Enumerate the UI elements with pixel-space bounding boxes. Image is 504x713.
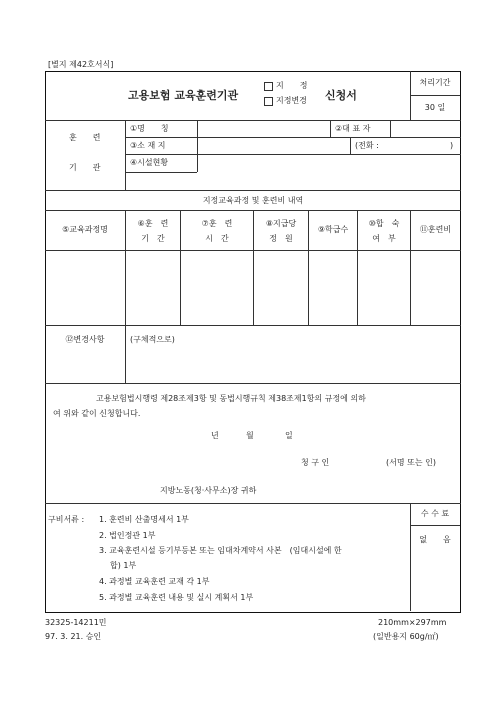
signature-label[interactable]: (서명 또는 인) <box>386 458 436 467</box>
date-month-label: 월 <box>246 431 254 440</box>
course-header-boarding: 여 부 <box>372 234 396 243</box>
divider <box>45 503 461 504</box>
designation-option-label: 지 정 <box>276 81 308 90</box>
course-name-cell[interactable] <box>46 251 125 325</box>
document-item: 2. 법인정관 1부 <box>99 531 156 540</box>
document-item: 3. 교육훈련시설 등기부등본 또는 임대차계약서 사본 (임대시설에 한 <box>99 546 342 555</box>
designation-checkbox[interactable] <box>264 82 273 91</box>
divider <box>350 137 351 154</box>
phone-label: (전화 : <box>355 141 379 150</box>
course-boarding-cell[interactable] <box>358 251 410 325</box>
date-year-label: 년 <box>211 431 219 440</box>
course-header-capacity: 정 원 <box>269 234 293 243</box>
course-hours-cell[interactable] <box>181 251 253 325</box>
designation-change-checkbox[interactable] <box>264 97 273 106</box>
document-item: 합) 1부 <box>110 561 137 570</box>
designation-change-option-label: 지정변경 <box>276 96 307 105</box>
course-header-boarding: ⑩합 숙 <box>368 219 400 228</box>
name-field[interactable] <box>198 121 329 136</box>
course-capacity-cell[interactable] <box>254 251 308 325</box>
course-classes-cell[interactable] <box>309 251 357 325</box>
approval-date: 97. 3. 21. 승인 <box>45 632 102 641</box>
facility-field[interactable] <box>198 155 459 189</box>
document-item: 1. 훈련비 산출명세서 1부 <box>99 515 189 524</box>
course-period-cell[interactable] <box>126 251 180 325</box>
course-header-name: ⑤교육과정명 <box>62 225 108 234</box>
institution-side-label: 훈 련 <box>69 133 101 142</box>
divider <box>410 525 460 526</box>
divider <box>125 172 197 173</box>
paper-weight: (일반용지 60g/㎡) <box>373 632 439 641</box>
divider <box>410 95 460 96</box>
title-text: 고용보험 교육훈련기관 <box>128 89 239 102</box>
divider <box>45 325 461 326</box>
representative-label: ②대 표 자 <box>335 124 371 133</box>
processing-period-value: 30 일 <box>424 103 446 112</box>
courses-section-title: 지정교육과정 및 훈련비 내역 <box>202 196 304 205</box>
statement-line-1: 고용보험법시행령 제28조제3항 및 동법시행규칙 제38조제1항의 규정에 의하 <box>96 394 366 403</box>
address-label: ③소 재 지 <box>130 141 166 150</box>
course-header-fee: ⑪훈련비 <box>419 225 452 234</box>
document-item: 5. 과정별 교육훈련 내용 및 실시 계획서 1부 <box>99 593 254 602</box>
paper-size: 210mm×297mm <box>378 618 447 627</box>
name-label: ①명 칭 <box>130 124 169 133</box>
divider <box>410 503 411 611</box>
course-header-hours: ⑦훈 련 <box>201 219 233 228</box>
fee-value: 없 음 <box>419 535 451 544</box>
title-suffix: 신청서 <box>325 89 357 102</box>
course-fee-cell[interactable] <box>411 251 459 325</box>
course-header-period: ⑥훈 련 <box>137 219 169 228</box>
fee-label: 수 수 료 <box>420 509 450 518</box>
institution-side-label: 기 관 <box>69 163 101 172</box>
divider <box>330 120 331 137</box>
divider <box>45 190 461 191</box>
divider <box>125 325 126 383</box>
course-header-period: 기 간 <box>141 234 165 243</box>
course-header-hours: 시 간 <box>205 234 229 243</box>
course-header-capacity: ⑧지급당 <box>265 219 297 228</box>
documents-label: 구비서류 : <box>48 515 85 524</box>
change-label: ⑫변경사항 <box>65 335 105 344</box>
change-value[interactable]: (구체적으로) <box>130 335 175 344</box>
form-tag: [별지 제42호서식] <box>48 60 114 69</box>
address-field[interactable] <box>198 138 349 153</box>
divider <box>45 383 461 384</box>
processing-period-label: 처리기간 <box>419 78 451 87</box>
representative-field[interactable] <box>391 121 459 136</box>
facility-label: ④시설현황 <box>130 158 169 167</box>
date-day-label: 일 <box>285 431 293 440</box>
divider <box>125 120 126 190</box>
phone-close: ) <box>450 141 454 150</box>
applicant-label: 청 구 인 <box>301 458 330 467</box>
statement-line-2: 여 위와 같이 신청합니다. <box>53 409 141 418</box>
form-code: 32325-14211민 <box>45 618 107 627</box>
addressee: 지방노동(청·사무소)장 귀하 <box>160 486 257 495</box>
document-item: 4. 과정별 교육훈련 교재 각 1부 <box>99 577 210 586</box>
course-header-classes: ⑨학급수 <box>317 225 349 234</box>
